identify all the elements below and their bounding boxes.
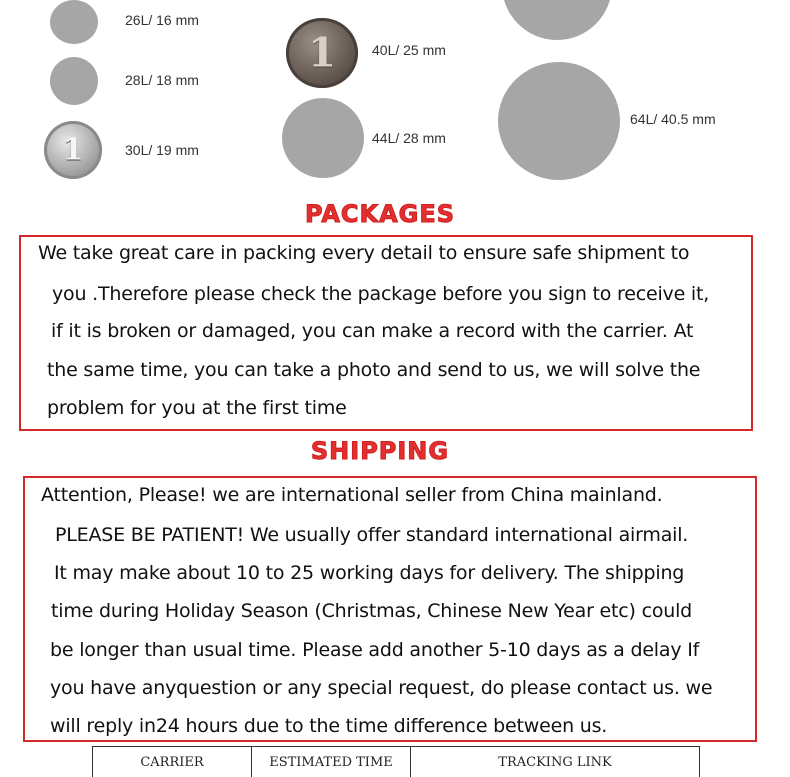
size-label-30: 30L/ 19 mm — [125, 142, 199, 158]
packages-line-1: We take great care in packing every detail to ensure safe shipment to — [38, 242, 689, 264]
packages-line-2: you .Therefore please check the package before you sign to receive it, — [52, 283, 709, 305]
size-disc-28 — [50, 57, 98, 105]
coin-40-icon: 1 — [286, 18, 358, 88]
shipping-line-3: It may make about 10 to 25 working days for delivery. The shipping — [54, 562, 684, 584]
table-header-carrier: CARRIER — [93, 747, 252, 777]
size-disc-26 — [50, 0, 98, 44]
shipping-line-2: PLEASE BE PATIENT! We usually offer standard international airmail. — [55, 524, 688, 546]
shipping-line-1: Attention, Please! we are international seller from China mainland. — [41, 484, 663, 506]
carrier-table — [92, 746, 700, 777]
size-disc-top-right — [502, 0, 612, 40]
coin-30-icon: 1 — [44, 121, 102, 179]
packages-line-5: problem for you at the first time — [47, 397, 347, 419]
table-header-estimated-time: ESTIMATED TIME — [252, 747, 411, 777]
size-label-64: 64L/ 40.5 mm — [630, 111, 716, 127]
shipping-line-6: you have anyquestion or any special request, do please contact us. we — [50, 677, 712, 699]
packages-line-4: the same time, you can take a photo and send to us, we will solve the — [47, 359, 700, 381]
shipping-heading: SHIPPING — [0, 437, 760, 465]
packages-line-3: if it is broken or damaged, you can make a record with the carrier. At — [51, 320, 693, 342]
size-disc-64 — [498, 62, 620, 180]
size-label-44: 44L/ 28 mm — [372, 130, 446, 146]
size-label-28: 28L/ 18 mm — [125, 72, 199, 88]
shipping-line-4: time during Holiday Season (Christmas, Chinese New Year etc) could — [51, 600, 692, 622]
packages-heading: PACKAGES — [0, 200, 760, 228]
table-header-tracking-link: TRACKING LINK — [411, 747, 700, 777]
size-label-40: 40L/ 25 mm — [372, 42, 446, 58]
size-disc-44 — [282, 98, 364, 178]
size-label-26: 26L/ 16 mm — [125, 12, 199, 28]
shipping-line-7: will reply in24 hours due to the time difference between us. — [50, 715, 607, 737]
shipping-line-5: be longer than usual time. Please add another 5-10 days as a delay If — [50, 639, 699, 661]
table-header-row — [93, 747, 700, 777]
